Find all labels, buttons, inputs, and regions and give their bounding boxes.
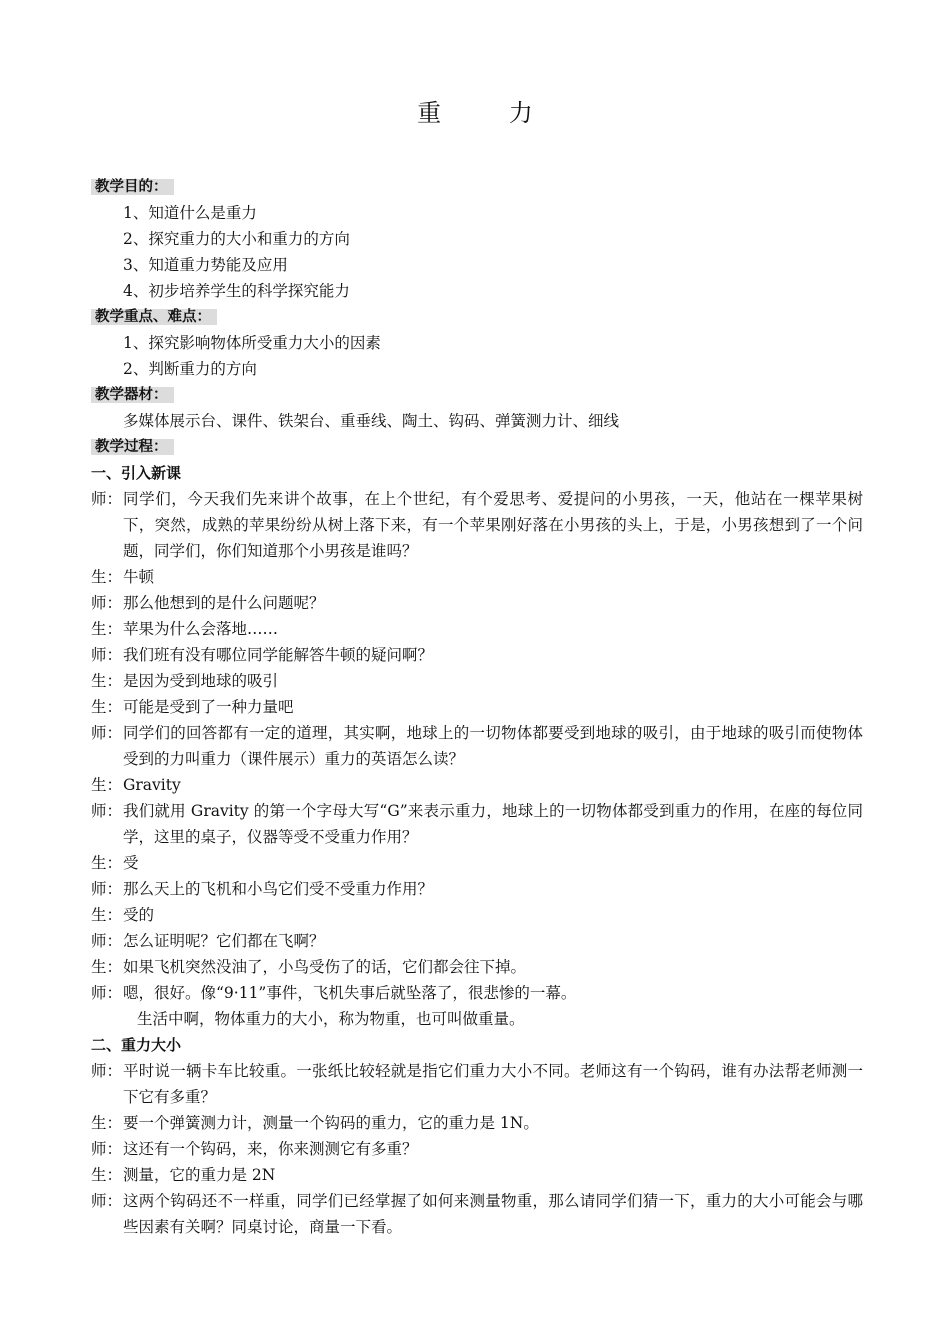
dialogue-line <box>91 720 863 772</box>
dialogue-line <box>91 902 863 928</box>
dialogue-text: 同学们，今天我们先来讲个故事，在上个世纪，有个爱思考、爱提问的小男孩，一天，他站在一棵苹果树下，突然，成熟的苹果纷纷从树上落下来，有一个苹果刚好落在小男孩的头上，于是，小男孩想到了一个问题，同学们，你们知道那个小男孩是谁吗？ <box>123 490 863 560</box>
speaker-label: 师： <box>91 646 123 664</box>
objective-item: 4、初步培养学生的科学探究能力 <box>123 282 350 300</box>
speaker-label: 生： <box>91 568 123 586</box>
dialogue-gravity-size <box>91 1058 863 1240</box>
dialogue-line <box>91 1162 863 1188</box>
document-body <box>91 174 863 1240</box>
dialogue-line <box>91 616 863 642</box>
dialogue-line <box>91 564 863 590</box>
dialogue-text: 嗯，很好。像“9·11”事件，飞机失事后就坠落了，很悲惨的一幕。 <box>123 984 577 1002</box>
speaker-label: 生： <box>91 620 123 638</box>
speaker-label: 师： <box>91 984 123 1002</box>
dialogue-text: 怎么证明呢？它们都在飞啊？ <box>123 932 325 950</box>
speaker-label: 生： <box>91 698 123 716</box>
speaker-label: 师： <box>91 490 123 508</box>
key-points-heading: 教学重点、难点： <box>91 304 863 330</box>
speaker-label: 师： <box>91 880 123 898</box>
dialogue-text: 这还有一个钩码，来，你来测测它有多重？ <box>123 1140 418 1158</box>
speaker-label: 生： <box>91 1114 123 1132</box>
dialogue-line <box>91 772 863 798</box>
dialogue-text: Gravity <box>123 776 181 794</box>
speaker-label: 生： <box>91 672 123 690</box>
speaker-label: 师： <box>91 802 123 820</box>
dialogue-text: 这两个钩码还不一样重，同学们已经掌握了如何来测量物重，那么请同学们猜一下，重力的大小可能会与哪些因素有关啊？同桌讨论，商量一下看。 <box>123 1192 863 1236</box>
dialogue-line <box>91 954 863 980</box>
dialogue-text: 可能是受到了一种力量吧 <box>123 698 294 716</box>
dialogue-text: 我们班有没有哪位同学能解答牛顿的疑问啊？ <box>123 646 434 664</box>
speaker-label: 生： <box>91 854 123 872</box>
speaker-label: 生： <box>91 776 123 794</box>
speaker-label: 师： <box>91 1192 123 1210</box>
dialogue-line <box>91 1110 863 1136</box>
dialogue-text: 测量，它的重力是 2N <box>123 1166 276 1184</box>
dialogue-text: 受的 <box>123 906 155 924</box>
process-heading: 教学过程： <box>91 434 863 460</box>
dialogue-intro <box>91 486 863 1006</box>
section-title-gravity-size: 二、重力大小 <box>91 1036 182 1054</box>
speaker-label: 师： <box>91 1062 123 1080</box>
dialogue-text: 如果飞机突然没油了，小鸟受伤了的话，它们都会往下掉。 <box>123 958 527 976</box>
speaker-label: 生： <box>91 958 123 976</box>
dialogue-line <box>91 876 863 902</box>
dialogue-text: 牛顿 <box>123 568 155 586</box>
dialogue-line <box>91 668 863 694</box>
materials-heading: 教学器材： <box>91 382 863 408</box>
speaker-label: 生： <box>91 906 123 924</box>
dialogue-text: 苹果为什么会落地…… <box>123 620 279 638</box>
speaker-label: 师： <box>91 932 123 950</box>
speaker-label: 师： <box>91 594 123 612</box>
speaker-label: 师： <box>91 1140 123 1158</box>
section-title-intro: 一、引入新课 <box>91 464 182 482</box>
dialogue-text: 平时说一辆卡车比较重。一张纸比较轻就是指它们重力大小不同。老师这有一个钩码，谁有办法帮老师测一下它有多重？ <box>123 1062 863 1106</box>
speaker-label: 生： <box>91 1166 123 1184</box>
dialogue-line <box>91 850 863 876</box>
objective-item: 3、知道重力势能及应用 <box>123 256 288 274</box>
dialogue-text: 那么天上的飞机和小鸟它们受不受重力作用？ <box>123 880 434 898</box>
dialogue-line <box>91 1188 863 1240</box>
dialogue-text: 受 <box>123 854 139 872</box>
dialogue-text: 要一个弹簧测力计，测量一个钩码的重力，它的重力是 1N。 <box>123 1114 539 1132</box>
dialogue-line <box>91 694 863 720</box>
dialogue-text: 是因为受到地球的吸引 <box>123 672 279 690</box>
dialogue-text: 那么他想到的是什么问题呢？ <box>123 594 325 612</box>
objective-item: 2、探究重力的大小和重力的方向 <box>123 230 350 248</box>
dialogue-line <box>91 928 863 954</box>
objectives-heading: 教学目的： <box>91 174 863 200</box>
dialogue-line <box>91 590 863 616</box>
dialogue-text: 同学们的回答都有一定的道理，其实啊，地球上的一切物体都要受到地球的吸引，由于地球的吸引而使物体受到的力叫重力（课件展示）重力的英语怎么读？ <box>123 724 863 768</box>
dialogue-text: 我们就用 Gravity 的第一个字母大写“G”来表示重力，地球上的一切物体都受到重力的作用，在座的每位同学，这里的桌子，仪器等受不受重力作用？ <box>123 802 863 846</box>
dialogue-line <box>91 1136 863 1162</box>
objective-item: 1、知道什么是重力 <box>123 204 257 222</box>
key-point-item: 1、探究影响物体所受重力大小的因素 <box>123 334 381 352</box>
dialogue-line <box>91 486 863 564</box>
document-title: 重 力 <box>417 99 563 127</box>
dialogue-line <box>91 980 863 1006</box>
speaker-label: 师： <box>91 724 123 742</box>
dialogue-line <box>91 1058 863 1110</box>
dialogue-line <box>91 798 863 850</box>
materials-text: 多媒体展示台、课件、铁架台、重垂线、陶土、钩码、弹簧测力计、细线 <box>123 412 620 430</box>
key-point-item: 2、判断重力的方向 <box>123 360 257 378</box>
section-closing-text: 生活中啊，物体重力的大小，称为物重，也可叫做重量。 <box>137 1010 525 1028</box>
dialogue-line <box>91 642 863 668</box>
